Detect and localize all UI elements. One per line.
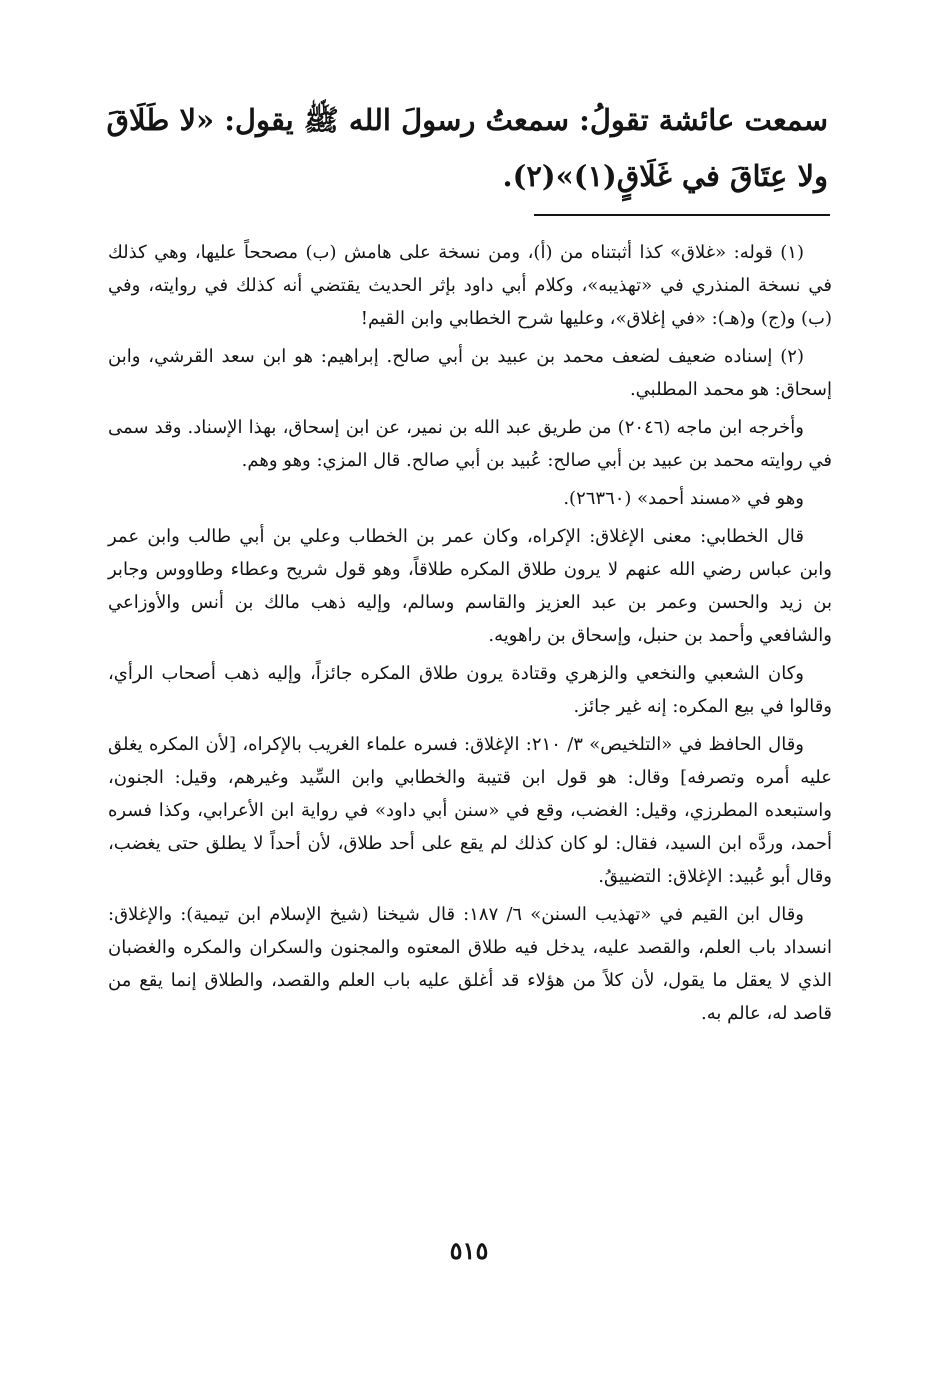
footnote-2: (٢) إسناده ضعيف لضعف محمد بن عبيد بن أبي صالح. إبراهيم: هو ابن سعد القرشي، وابن إسحاق: هو محمد المطلبي.	[108, 346, 832, 400]
footnote-divider	[534, 214, 830, 216]
hadith-line-2: ولا عِتَاقَ في غَلَاقٍ(١)»(٢).	[502, 159, 828, 193]
footnote-paragraph-musnad: وهو في «مسند أحمد» (٢٦٣٦٠).	[563, 488, 804, 509]
page-number: ٥١٥	[449, 1236, 489, 1265]
footnote-paragraph-takhrij: وأخرجه ابن ماجه (٢٠٤٦) من طريق عبد الله بن نمير، عن ابن إسحاق، بهذا الإسناد. وقد سمى في روايته محمد بن عبيد بن أبي صالح: عُبيد بن أبي صالح. قال المزي: وهو وهم.	[108, 417, 832, 471]
hadith-text	[90, 92, 828, 204]
footnote-paragraph-ibn-qayyim: وقال ابن القيم في «تهذيب السنن» ٦/ ١٨٧: قال شيخنا (شيخ الإسلام ابن تيمية): والإغلاق: انسداد باب العلم، والقصد عليه، يدخل فيه طلاق المعتوه والمجنون والسكران والمكره والغضبان الذي لا يعقل ما يقول، لأن كلاً من هؤلاء قد أغلق عليه باب العلم والقصد، والطلاق إنما يقع من قاصد له، عالم به.	[108, 904, 832, 1024]
footnote-paragraph-shabi: وكان الشعبي والنخعي والزهري وقتادة يرون طلاق المكره جائزاً، وإليه ذهب أصحاب الرأي، وقالوا في بيع المكره: إنه غير جائز.	[108, 663, 832, 717]
footnotes-section	[108, 236, 832, 1035]
hadith-line-1: سمعت عائشة تقولُ: سمعتُ رسولَ الله ﷺ يقول: «لا طَلَاقَ	[106, 103, 828, 137]
footnote-paragraph-hafiz: وقال الحافظ في «التلخيص» ٣/ ٢١٠: الإغلاق: فسره علماء الغريب بالإكراه، [لأن المكره يغلق عليه أمره وتصرفه] وقال: هو قول ابن قتيبة والخطابي وابن السِّيد وغيرهم، وقيل: الجنون، واستبعده المطرزي، وقيل: الغضب، وقع في «سنن أبي داود» في رواية ابن الأعرابي، وكذا فسره أحمد، وردَّه ابن السيد، فقال: لو كان كذلك لم يقع على أحد طلاق، لأن أحداً لا يطلق حتى يغضب، وقال أبو عُبيد: الإغلاق: التضييقُ.	[108, 734, 832, 887]
footnote-paragraph-khattabi: قال الخطابي: معنى الإغلاق: الإكراه، وكان عمر بن الخطاب وعلي بن أبي طالب وابن عمر وابن عباس رضي الله عنهم لا يرون طلاق المكره طلاقاً، وهو قول شريح وعطاء وطاووس وجابر بن زيد والحسن وعمر بن عبد العزيز والقاسم وسالم، وإليه ذهب مالك بن أنس والأوزاعي والشافعي وأحمد بن حنبل، وإسحاق بن راهويه.	[108, 526, 832, 646]
footnote-1: (١) قوله: «غلاق» كذا أثبتناه من (أ)، ومن نسخة على هامش (ب) مصححاً عليها، وهي كذلك في نسخة المنذري في «تهذيبه»، وكلام أبي داود بإثر الحديث يقتضي أنه كذلك في روايته، وفي (ب) و(ج) و(هـ): «في إغلاق»، وعليها شرح الخطابي وابن القيم!	[108, 242, 832, 329]
